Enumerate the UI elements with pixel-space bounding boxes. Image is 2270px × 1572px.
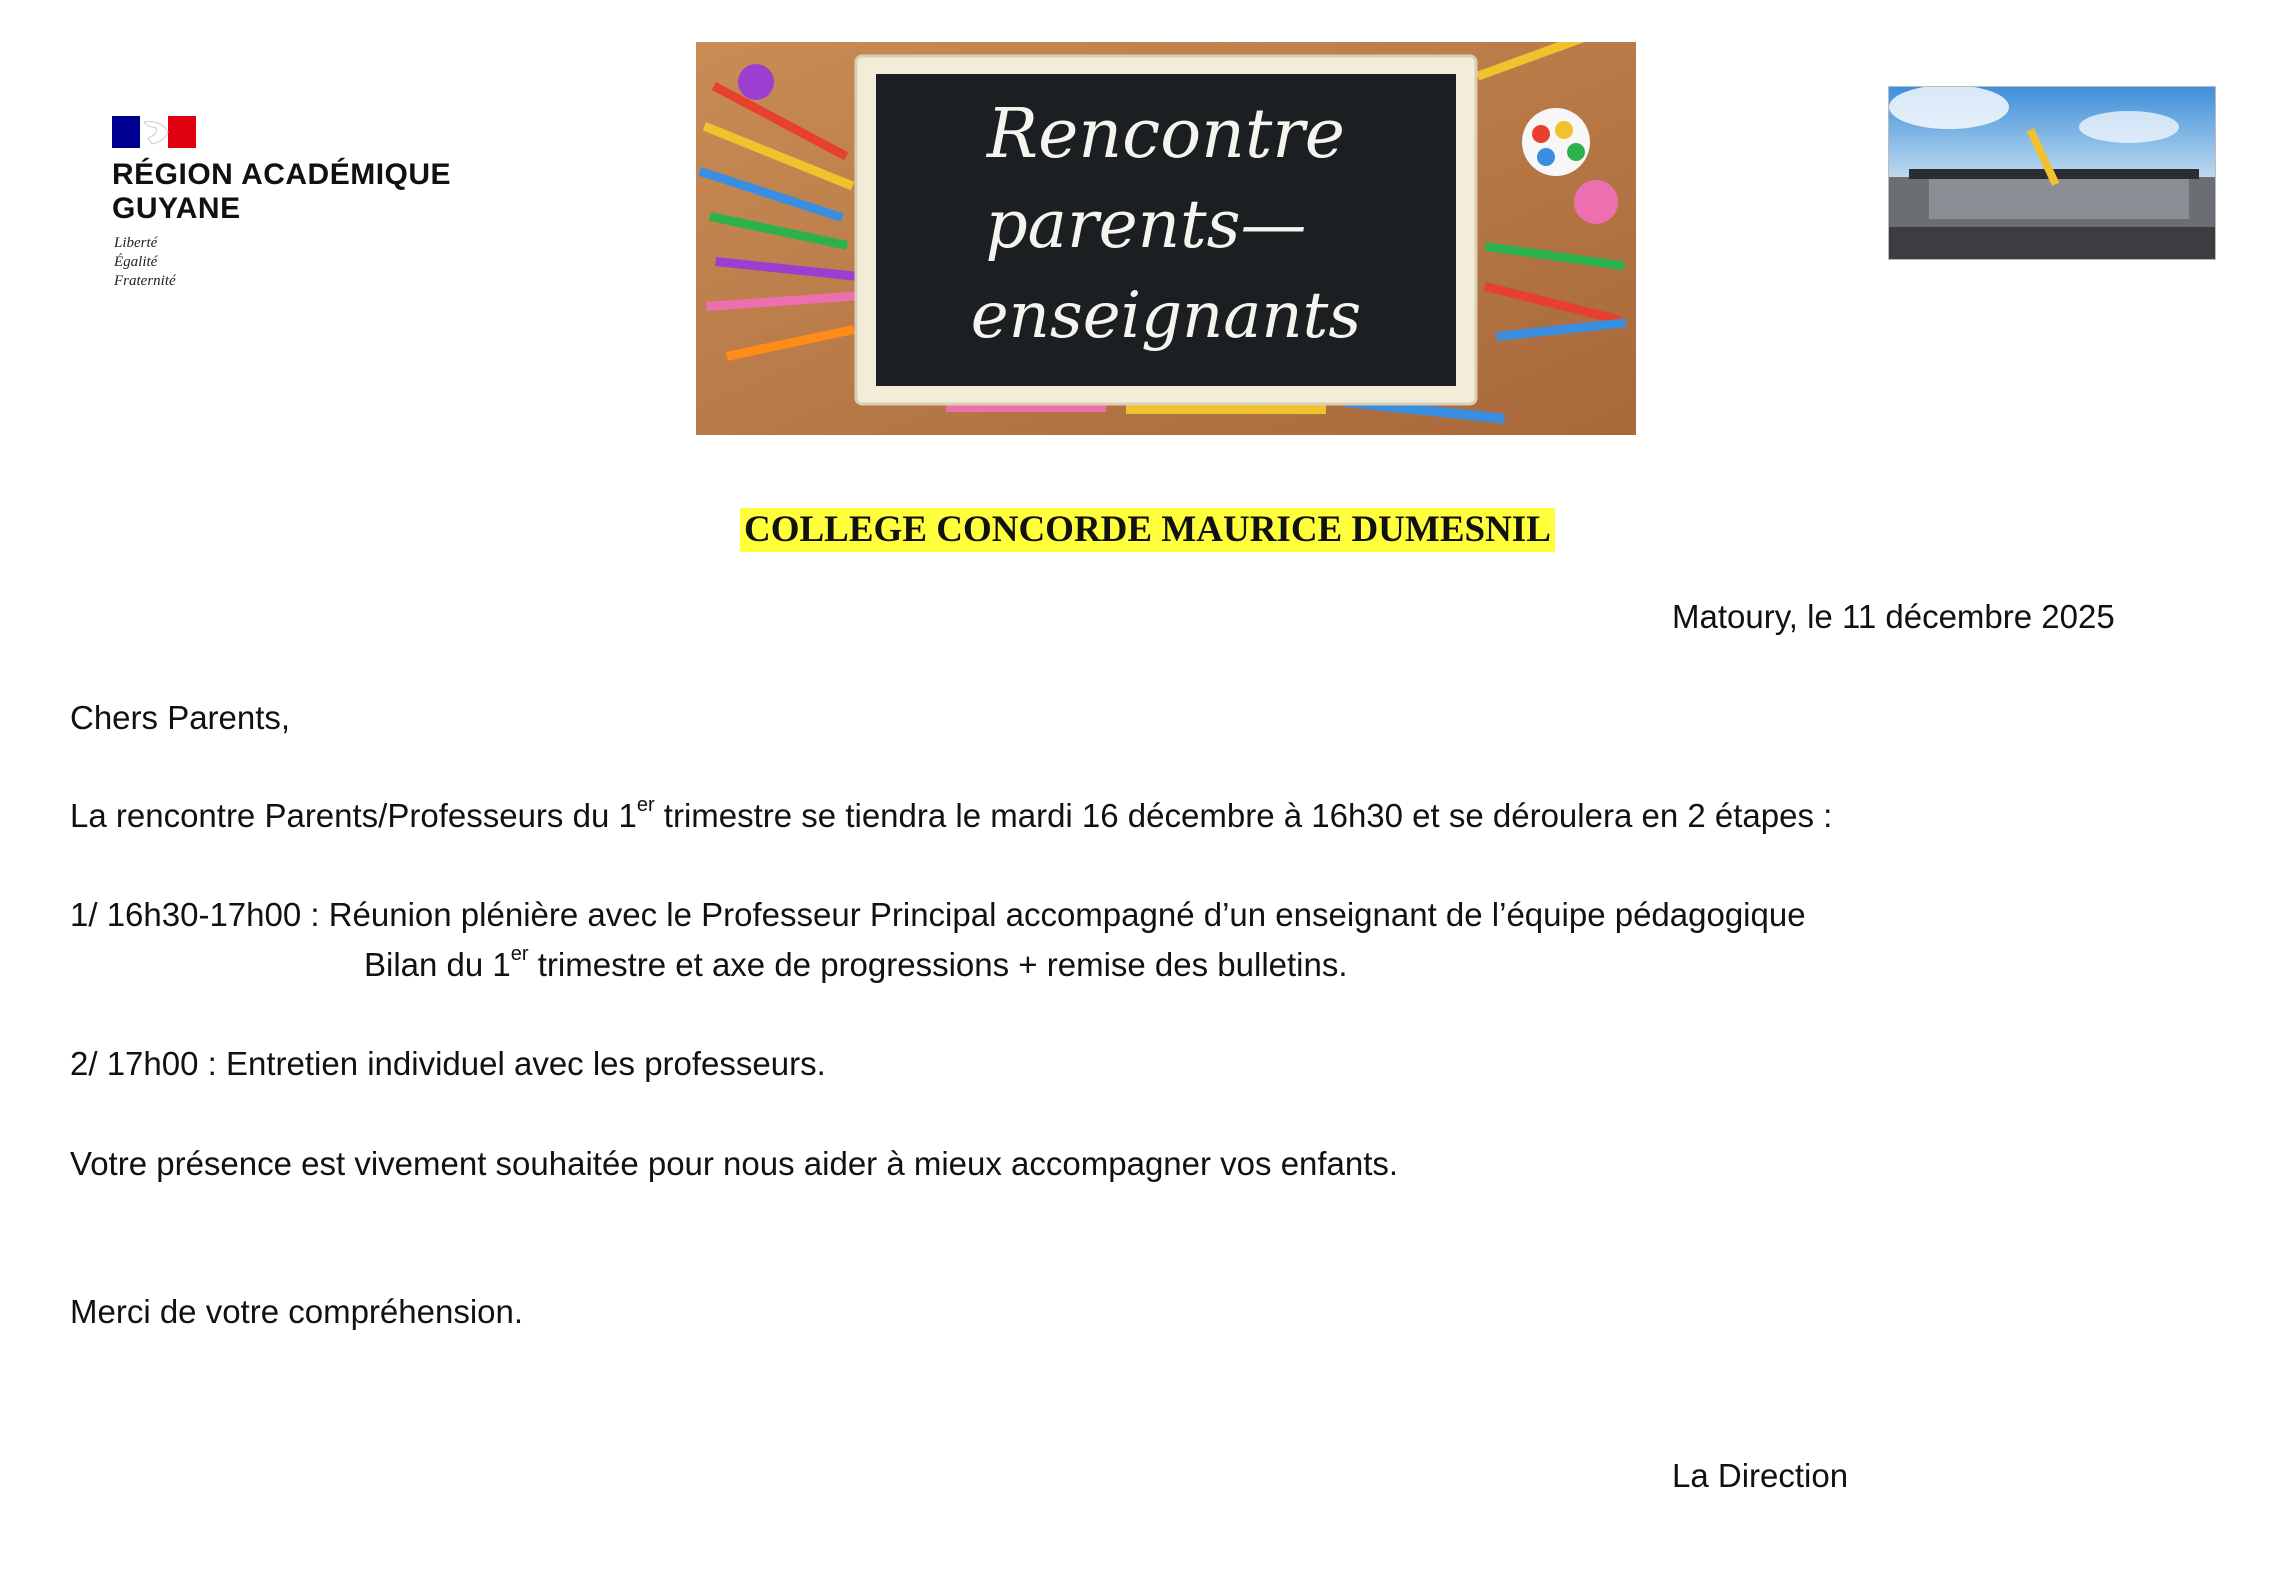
banner-line-2: parents— — [985, 186, 1307, 263]
intro-paragraph — [70, 796, 1832, 836]
step-1-detail-after: trimestre et axe de progressions + remise des bulletins. — [528, 946, 1348, 983]
thanks-line: Merci de votre compréhension. — [70, 1293, 524, 1330]
intro-after: trimestre se tiendra le mardi 16 décembre à 16h30 et se déroulera en 2 étapes : — [654, 797, 1833, 834]
school-name-heading: COLLEGE CONCORDE MAURICE DUMESNIL — [740, 508, 1555, 552]
step-1-detail-sup: er — [510, 943, 529, 965]
motto-fraternite: Fraternité — [114, 273, 176, 289]
intro-sup: er — [636, 794, 655, 816]
signature: La Direction — [1672, 1457, 1849, 1494]
region-academique-logo — [112, 116, 492, 306]
school-building-photo — [1888, 86, 2216, 260]
motto-egalite: Égalité — [114, 254, 158, 270]
banner-line-1: Rencontre — [986, 95, 1346, 174]
greeting: Chers Parents, — [70, 699, 291, 736]
motto-liberte: Liberté — [114, 235, 158, 251]
step-2-line: 2/ 17h00 : Entretien individuel avec les professeurs. — [70, 1045, 826, 1082]
intro-before: La rencontre Parents/Professeurs du 1 — [70, 797, 637, 834]
banner-line-3: enseignants — [970, 279, 1362, 353]
step-1-detail — [364, 945, 1348, 985]
org-line-2: GUYANE — [112, 192, 241, 225]
presence-paragraph: Votre présence est vivement souhaitée pour nous aider à mieux accompagner vos enfants. — [70, 1145, 1399, 1182]
step-1-line: 1/ 16h30-17h00 : Réunion plénière avec le Professeur Principal accompagné d’un enseignant de l’équipe pédagogique — [70, 896, 1806, 933]
date-line: Matoury, le 11 décembre 2025 — [1672, 598, 2115, 635]
marianne-flag-icon — [112, 116, 196, 148]
step-1-detail-before: Bilan du 1 — [364, 946, 511, 983]
org-line-1: RÉGION ACADÉMIQUE — [112, 158, 452, 191]
rencontre-banner-image — [696, 42, 1636, 435]
